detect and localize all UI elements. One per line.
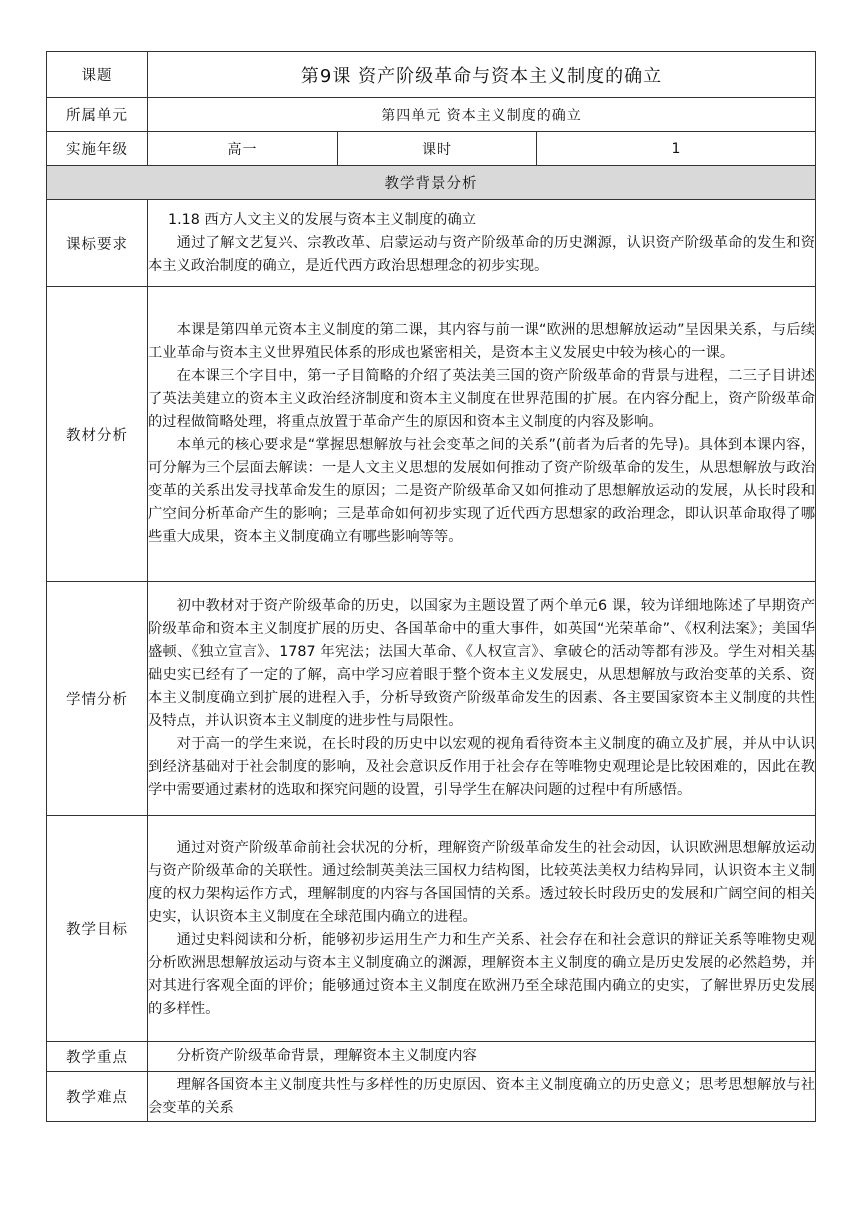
topic-value: 第9课 资产阶级革命与资本主义制度的确立: [148, 52, 816, 98]
unit-row: [47, 98, 816, 132]
curriculum-paragraph: 通过了解文艺复兴、宗教改革、启蒙运动与资产阶级革命的历史渊源，认识资产阶级革命的发生和资本主义政治制度的确立，是近代西方政治思想理念的初步实现。: [148, 234, 816, 274]
key-points-label: 教学重点: [47, 1042, 148, 1072]
grade-value: 高一: [148, 132, 338, 166]
curriculum-paragraph: 1.18 西方人文主义的发展与资本主义制度的确立: [168, 211, 477, 228]
goals-paragraph: 通过史料阅读和分析，能够初步运用生产力和生产关系、社会存在和社会意识的辩证关系等唯物史观分析欧洲思想解放运动与资本主义制度确立的渊源，理解资本主义制度的确立是历史发展的必然趋势，并对其进行客观全面的评价；能够通过资本主义制度在欧洲乃至全球范围内确立的史实，了解世界历史发展的多样性。: [148, 931, 816, 1017]
difficulties-label: 教学难点: [47, 1072, 148, 1122]
students-paragraph: 对于高一的学生来说，在长时段的历史中以宏观的视角看待资本主义制度的确立及扩展，并从中认识到经济基础对于社会制度的影响，及社会意识反作用于社会存在等唯物史观理论是比较困难的，因此在教学中需要通过素材的选取和探究问题的设置，引导学生在解决问题的过程中有所感悟。: [148, 736, 816, 798]
students-paragraph: 初中教材对于资产阶级革命的历史，以国家为主题设置了两个单元6 课，较为详细地陈述了早期资产阶级革命和资本主义制度扩展的历史、各国革命中的重大事件，如英国“光荣革命”、《权利法案》；美国华盛顿、《独立宣言》、1787 年宪法；法国大革命、《人权宣言》、拿破仑的活动等都有涉及。学生对相关基础史实已经有了一定的了解，高中学习应着眼于整个资本主义发展史，从思想解放与政治变革的关系、资本主义制度确立到扩展的进程入手，分析导致资产阶级革命发生的因素、各主要国家资本主义制度的共性及特点，并认识资本主义制度的进步性与局限性。: [148, 598, 816, 729]
lesson-plan-table: [46, 51, 816, 1122]
key-points-value: 分析资产阶级革命背景，理解资本主义制度内容: [176, 1048, 477, 1064]
goals-row: [47, 816, 816, 1042]
goals-paragraph: 通过对资产阶级革命前社会状况的分析，理解资产阶级革命发生的社会动因，认识欧洲思想解放运动与资产阶级革命的关联性。通过绘制英美法三国权力结构图，比较英法美权力结构异同，认识资本主义制度的权力架构运作方式，理解制度的内容与各国国情的关系。透过较长时段历史的发展和广阔空间的相关史实，认识资本主义制度在全球范围内确立的进程。: [148, 839, 816, 925]
goals-content: [148, 816, 816, 1042]
difficulties-row: [47, 1072, 816, 1122]
textbook-content: [148, 287, 816, 582]
key-points-row: [47, 1042, 816, 1072]
unit-value: 第四单元 资本主义制度的确立: [148, 98, 816, 132]
students-content: [148, 582, 816, 816]
hours-label: 课时: [338, 132, 537, 166]
grade-label: 实施年级: [47, 132, 148, 166]
key-points-content: [148, 1042, 816, 1072]
section-header-row: [47, 166, 816, 200]
curriculum-row: [47, 200, 816, 287]
textbook-paragraph: 本单元的核心要求是“掌握思想解放与社会变革之间的关系”(前者为后者的先导)。具体到本课内容，可分解为三个层面去解读：一是人文主义思想的发展如何推动了资产阶级革命的发生，从思想解放与政治变革的关系出发寻找革命发生的原因；二是资产阶级革命又如何推动了思想解放运动的发展，从长时段和广空间分析革命产生的影响；三是革命如何初步实现了近代西方思想家的政治理念，即认识革命取得了哪些重大成果，资本主义制度确立有哪些影响等等。: [148, 437, 816, 545]
curriculum-label: 课标要求: [47, 200, 148, 287]
topic-row: [47, 52, 816, 98]
topic-label: 课题: [47, 52, 148, 98]
unit-label: 所属单元: [47, 98, 148, 132]
students-row: [47, 582, 816, 816]
goals-label: 教学目标: [47, 816, 148, 1042]
hours-value: 1: [537, 132, 816, 166]
curriculum-content: [148, 200, 816, 287]
students-label: 学情分析: [47, 582, 148, 816]
textbook-paragraph: 本课是第四单元资本主义制度的第二课，其内容与前一课“欧洲的思想解放运动”呈因果关系，与后续工业革命与资本主义世界殖民体系的形成也紧密相关，是资本主义发展史中较为核心的一课。: [148, 322, 816, 361]
textbook-row: [47, 287, 816, 582]
textbook-label: 教材分析: [47, 287, 148, 582]
difficulties-value: 理解各国资本主义制度共性与多样性的历史原因、资本主义制度确立的历史意义；思考思想解放与社会变革的关系: [148, 1076, 816, 1116]
section-header: 教学背景分析: [47, 166, 816, 200]
textbook-paragraph: 在本课三个字目中，第一子目简略的介绍了英法美三国的资产阶级革命的背景与进程，二三子目讲述了英法美建立的资本主义政治经济制度和资本主义制度在世界范围的扩展。在内容分配上，资产阶级革命的过程做简略处理，将重点放置于革命产生的原因和资本主义制度的内容及影响。: [148, 368, 816, 430]
difficulties-content: [148, 1072, 816, 1122]
grade-row: [47, 132, 816, 166]
